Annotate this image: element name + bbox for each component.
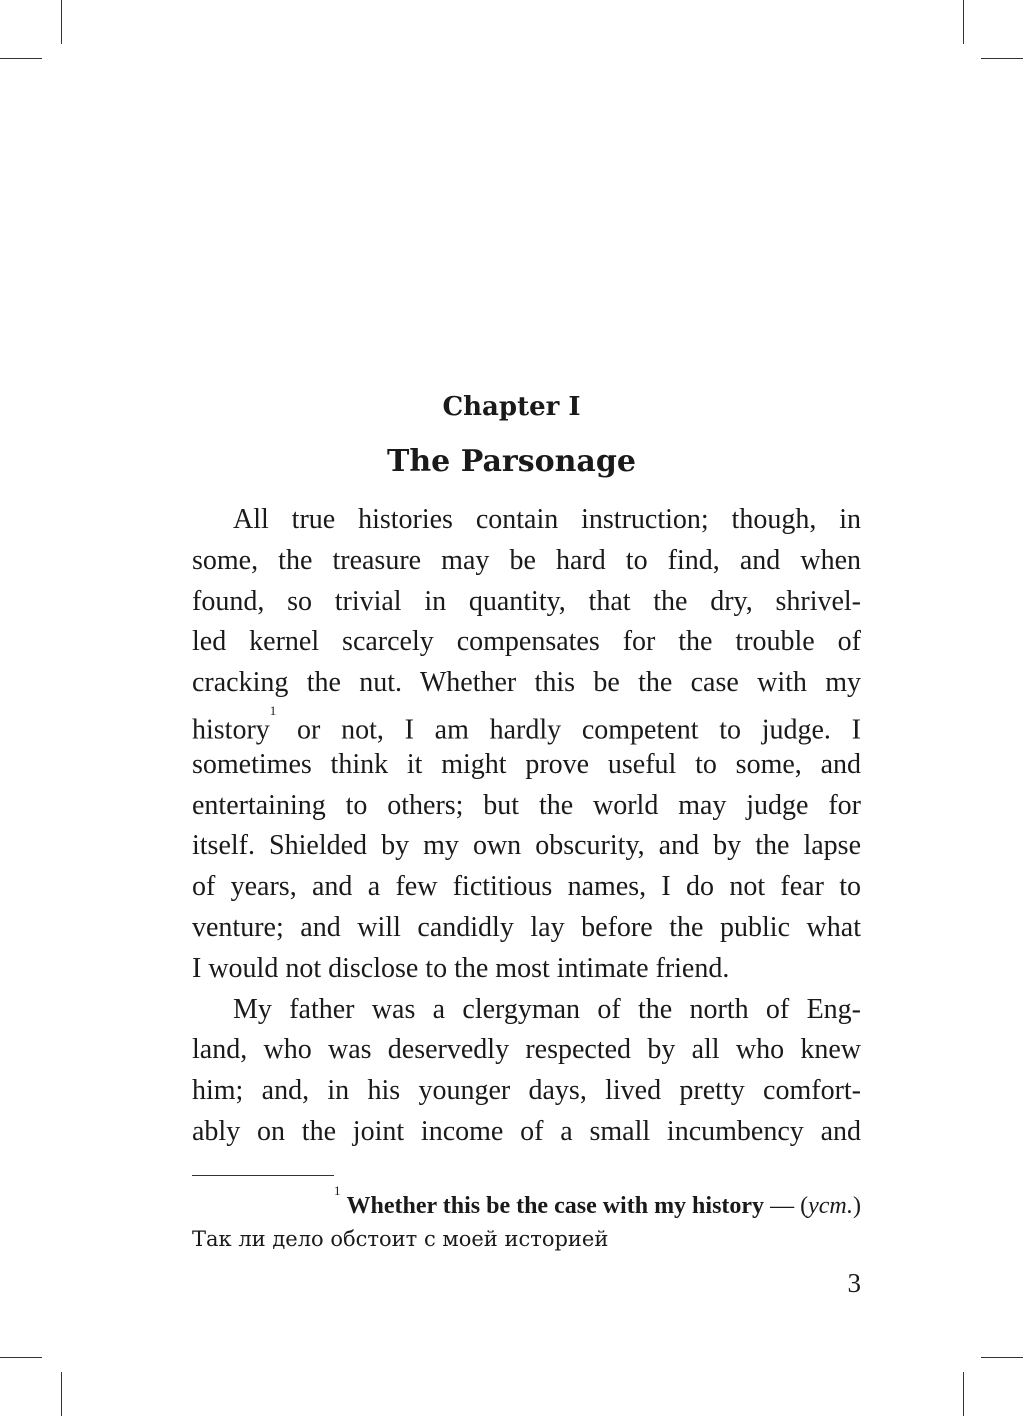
paragraph-1-line-5: cracking the nut. Whether this be the case with my — [192, 667, 861, 699]
paragraph-2-line-3: him; and, in his younger days, lived pretty comfort- — [192, 1075, 861, 1107]
crop-mark-top-left-vertical — [61, 0, 62, 44]
crop-mark-bottom-left-horizontal — [0, 1357, 42, 1358]
paragraph-1-line-7: sometimes think it might prove useful to some, and — [192, 748, 861, 780]
paragraph-1-line-8: entertaining to others; but the world may judge for — [192, 789, 861, 821]
paragraph-2-line-2: land, who was deservedly respected by all who knew — [192, 1034, 861, 1066]
footnote-translation: Так ли дело обстоит с моей историей — [192, 1227, 609, 1251]
paragraph-1-line-9: itself. Shielded by my own obscurity, and by the lapse — [192, 830, 861, 862]
chapter-title: The Parsonage — [387, 444, 636, 479]
paragraph-1-line-12: I would not disclose to the most intimate friend. — [192, 952, 730, 984]
footnote-divider — [192, 1175, 334, 1176]
paragraph-2-line-4: ably on the joint income of a small incumbency and — [192, 1115, 861, 1147]
footnote-phrase: Whether this be the case with my history — [346, 1193, 765, 1219]
paragraph-1-line-11: venture; and will candidly lay before the public what — [192, 911, 861, 943]
footnote-number: 1 — [334, 1183, 341, 1198]
paragraph-1-line-4: led kernel scarcely compensates for the trouble of — [192, 626, 861, 658]
line-6-start: history — [192, 714, 270, 746]
crop-mark-bottom-right-vertical — [963, 1372, 964, 1416]
paragraph-1-line-1: All true histories contain instruction; though, in — [233, 504, 861, 535]
footnote-line-1 — [192, 1183, 861, 1223]
paragraph-1-line-6 — [192, 704, 861, 745]
paragraph-1-line-2: some, the treasure may be hard to find, and when — [192, 544, 861, 576]
page-number: 3 — [847, 1268, 861, 1298]
footnote-reference-mark[interactable]: 1 — [269, 702, 277, 718]
footnote — [192, 1183, 861, 1256]
line-6-end: or not, I am hardly competent to judge. I — [276, 714, 861, 746]
paragraph-2-line-1: My father was a clergyman of the north of Eng- — [233, 993, 861, 1025]
crop-mark-top-left-horizontal — [0, 58, 42, 59]
footnote-dash: — ( — [764, 1193, 809, 1219]
chapter-body — [192, 500, 861, 1153]
chapter-number: Chapter I — [442, 392, 581, 422]
paragraph-1-line-3: found, so trivial in quantity, that the dry, shrivel- — [192, 585, 861, 617]
crop-mark-top-right-vertical — [963, 0, 964, 44]
footnote-label: уст. — [808, 1193, 853, 1219]
footnote-close: ) — [853, 1193, 861, 1219]
paragraph-1-line-10: of years, and a few fictitious names, I do not fear to — [192, 871, 861, 903]
crop-mark-top-right-horizontal — [981, 58, 1023, 59]
crop-mark-bottom-right-horizontal — [981, 1357, 1023, 1358]
crop-mark-bottom-left-vertical — [61, 1372, 62, 1416]
